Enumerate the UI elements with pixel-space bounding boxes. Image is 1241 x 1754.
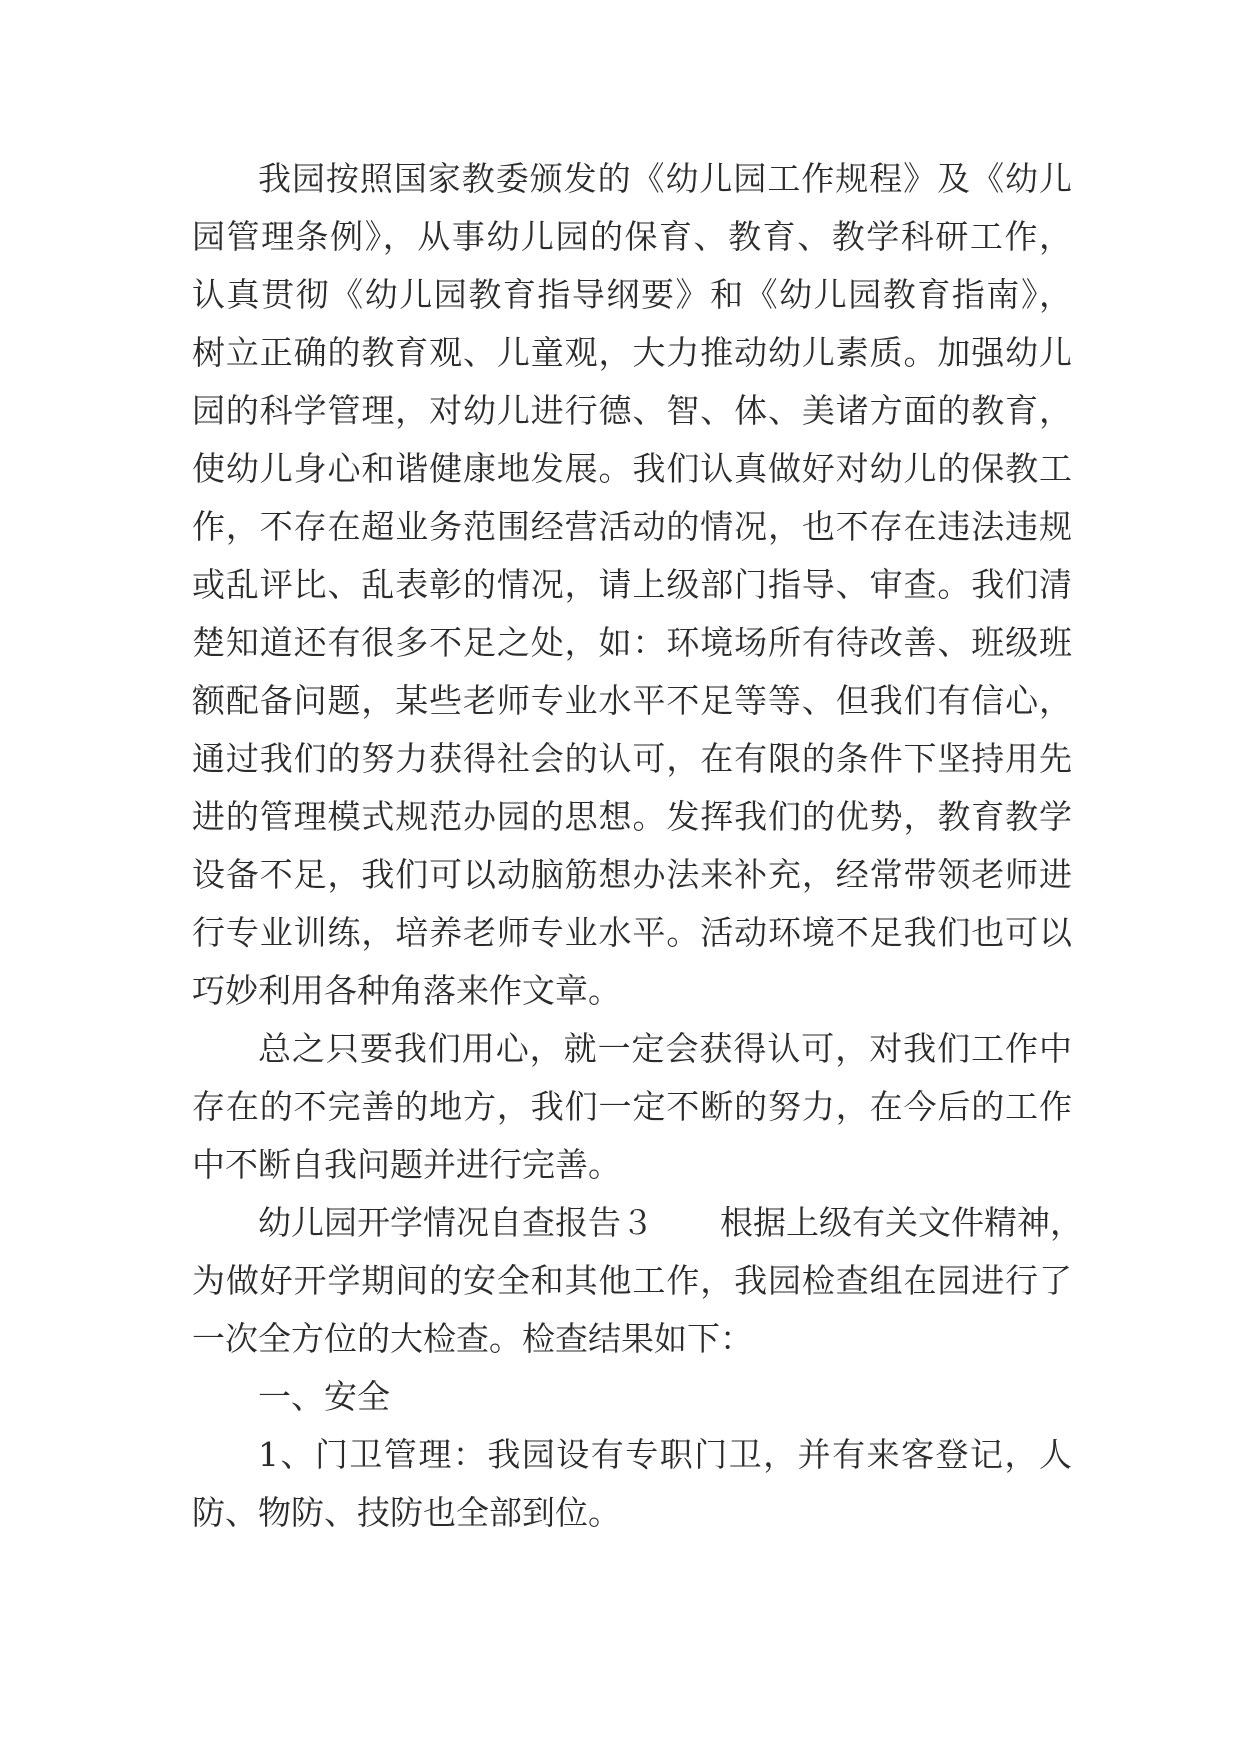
text-line: 一、安全 — [258, 1377, 390, 1416]
text-line: 额配备问题，某些老师专业水平不足等等、但我们有信心， — [192, 681, 1072, 720]
text-line: 总之只要我们用心，就一定会获得认可，对我们工作中 — [258, 1029, 1072, 1068]
text-line: 树立正确的教育观、儿童观，大力推动幼儿素质。加强幼儿 — [192, 333, 1072, 372]
paragraph-gate-management — [192, 1426, 1072, 1542]
section-heading-safety — [192, 1368, 1072, 1426]
text-line: 认真贯彻《幼儿园教育指导纲要》和《幼儿园教育指南》， — [192, 275, 1072, 314]
text-line: 防、物防、技防也全部到位。 — [192, 1493, 621, 1532]
text-line: 我园按照国家教委颁发的《幼儿园工作规程》及《幼儿 — [258, 159, 1072, 198]
text-line: 进的管理模式规范办园的思想。发挥我们的优势，教育教学 — [192, 797, 1072, 836]
text-line: 作，不存在超业务范围经营活动的情况，也不存在违法违规 — [192, 507, 1072, 546]
text-line: 使幼儿身心和谐健康地发展。我们认真做好对幼儿的保教工 — [192, 449, 1072, 488]
text-line: 园的科学管理，对幼儿进行德、智、体、美诸方面的教育， — [192, 391, 1072, 430]
text-line: 中不断自我问题并进行完善。 — [192, 1145, 621, 1184]
text-line: 巧妙利用各种角落来作文章。 — [192, 971, 621, 1010]
text-line: 园管理条例》，从事幼儿园的保育、教育、教学科研工作， — [192, 217, 1072, 256]
text-line: 通过我们的努力获得社会的认可，在有限的条件下坚持用先 — [192, 739, 1072, 778]
text-line: 设备不足，我们可以动脑筋想办法来补充，经常带领老师进 — [192, 855, 1072, 894]
text-line: 或乱评比、乱表彰的情况，请上级部门指导、审查。我们清 — [192, 565, 1072, 604]
paragraph-conclusion — [192, 1020, 1072, 1194]
text-line: 行专业训练，培养老师专业水平。活动环境不足我们也可以 — [192, 913, 1072, 952]
text-line: 存在的不完善的地方，我们一定不断的努力，在今后的工作 — [192, 1087, 1072, 1126]
text-line: 为做好开学期间的安全和其他工作，我园检查组在园进行了 — [192, 1261, 1072, 1300]
text-line: 1、门卫管理：我园设有专职门卫，并有来客登记，人 — [258, 1435, 1072, 1474]
paragraph-report-3-intro — [192, 1194, 1083, 1368]
paragraph-self-assessment — [192, 150, 1072, 1020]
text-line: 一次全方位的大检查。检查结果如下： — [192, 1319, 753, 1358]
document-body — [192, 150, 1083, 1542]
text-line: 幼儿园开学情况自查报告３ 根据上级有关文件精神， — [258, 1203, 1083, 1242]
text-line: 楚知道还有很多不足之处，如：环境场所有待改善、班级班 — [192, 623, 1072, 662]
